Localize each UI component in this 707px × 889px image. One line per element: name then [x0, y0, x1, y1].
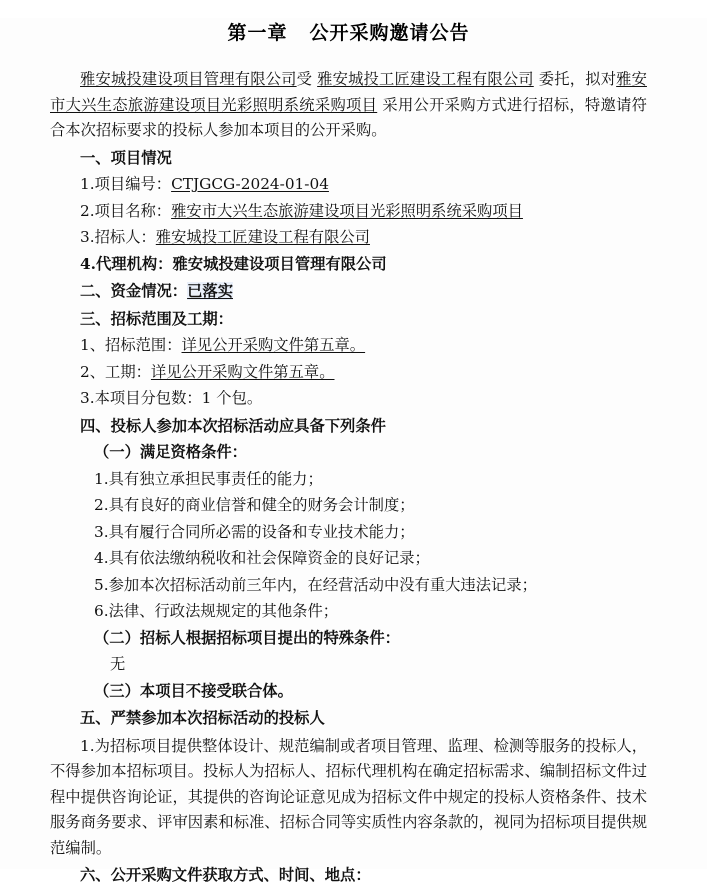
- section1-item-2: [50, 199, 647, 225]
- section4-sub2-heading: （二）招标人根据招标项目提出的特殊条件：: [94, 628, 400, 647]
- section3-item-2-label: 2、工期：: [80, 362, 151, 381]
- page-title: [50, 18, 647, 45]
- section3-item-2-value: 详见公开采购文件第五章。: [150, 362, 335, 381]
- section-heading-6: 六、公开采购文件获取方式、时间、地点：: [80, 866, 371, 884]
- project-name: 雅安市大兴生态旅游建设项目光彩照明系统采购项目: [50, 70, 647, 114]
- section4-sub1-item-4: 4.具有依法缴纳税收和社会保障资金的良好记录；: [94, 549, 430, 567]
- section2-heading-text: 二、资金情况：: [80, 282, 188, 300]
- section4-sub1-item-5: 5.参加本次招标活动前三年内，在经营活动中没有重大违法记录；: [94, 575, 537, 594]
- section1-item-1-label: 1.项目编号：: [80, 175, 172, 193]
- section1-item-4-label: 4.代理机构：: [80, 254, 173, 273]
- section4-sub1-item-1: 1.具有独立承担民事责任的能力；: [94, 469, 323, 488]
- agent-name: 雅安城投建设项目管理有限公司: [80, 70, 297, 88]
- section1-item-3: [50, 225, 647, 251]
- section4-sub1-item-2: 2.具有良好的商业信誉和健全的财务会计制度；: [94, 496, 415, 514]
- section3-item-1-value: 详见公开采购文件第五章。: [181, 336, 366, 354]
- section4-sub3-heading: （三）本项目不接受联合体。: [94, 681, 293, 700]
- section-heading-4: 四、投标人参加本次招标活动应具备下列条件: [80, 416, 386, 435]
- intro-line2-pre: 拟对: [585, 70, 617, 88]
- title-prefix: 第一章: [227, 22, 288, 44]
- section-heading-5: 五、严禁参加本次招标活动的投标人: [80, 709, 325, 727]
- intro-line2-post: 采用公开采购方式进: [382, 95, 523, 114]
- section3-item-2: [50, 360, 647, 386]
- section4-sub1-heading: （一）满足资格条件：: [94, 443, 247, 461]
- document-page: [0, 18, 707, 884]
- section1-item-1: [50, 172, 647, 198]
- funding-status-value: 已落实: [187, 282, 233, 300]
- section1-item-1-value: CTJGCG-2024-01-04: [171, 175, 329, 193]
- intro-paragraph: [50, 67, 647, 144]
- section-heading-2: [50, 279, 647, 305]
- section4-sub2-item-1: 无: [110, 655, 126, 673]
- section1-item-3-value: 雅安城投工匠建设工程有限公司: [155, 228, 370, 246]
- section4-sub1-item-3: 3.具有履行合同所必需的设备和专业技术能力；: [94, 522, 415, 541]
- section1-item-2-value: 雅安市大兴生态旅游建设项目光彩照明系统采购项目: [171, 201, 523, 220]
- intro-mid1: 受: [296, 70, 313, 88]
- section1-item-3-label: 3.招标人：: [80, 228, 156, 246]
- section-heading-1: 一、项目情况: [80, 148, 172, 167]
- section1-item-4: [50, 252, 647, 278]
- section4-sub1-item-6: 6.法律、行政法规规定的其他条件；: [94, 602, 339, 620]
- section5-paragraph: 1.为招标项目提供整体设计、规范编制或者项目管理、监理、检测等服务的投标人，不得参加本招标项目。投标人为招标人、招标代理机构在确定招标需求、编制招标文件过程中提供咨询论证，其提供的咨询论证意见成为招标文件中规定的投标人资格条件、技术服务商务要求、评审因素和标准、招标合同等实质性内容条款的，视同为招标项目提供规范编制。: [50, 736, 647, 857]
- section3-item-3: 3.本项目分包数：1 个包。: [80, 389, 263, 407]
- title-main: 公开采购邀请公告: [309, 22, 470, 44]
- tenderer-name: 雅安城投工匠建设工程有限公司: [317, 70, 534, 88]
- section3-item-1-label: 1、招标范围：: [80, 336, 182, 354]
- section1-item-2-label: 2.项目名称：: [80, 201, 172, 220]
- section1-item-4-value: 雅安城投建设项目管理有限公司: [172, 254, 387, 273]
- section3-item-1: [50, 333, 647, 359]
- section-heading-3: 三、招标范围及工期：: [80, 309, 233, 328]
- intro-mid2: 委托，: [538, 70, 586, 88]
- intro-line3: 行招标，特邀请符合本次招标要求的投标人参加本项目的公开采购。: [50, 95, 647, 139]
